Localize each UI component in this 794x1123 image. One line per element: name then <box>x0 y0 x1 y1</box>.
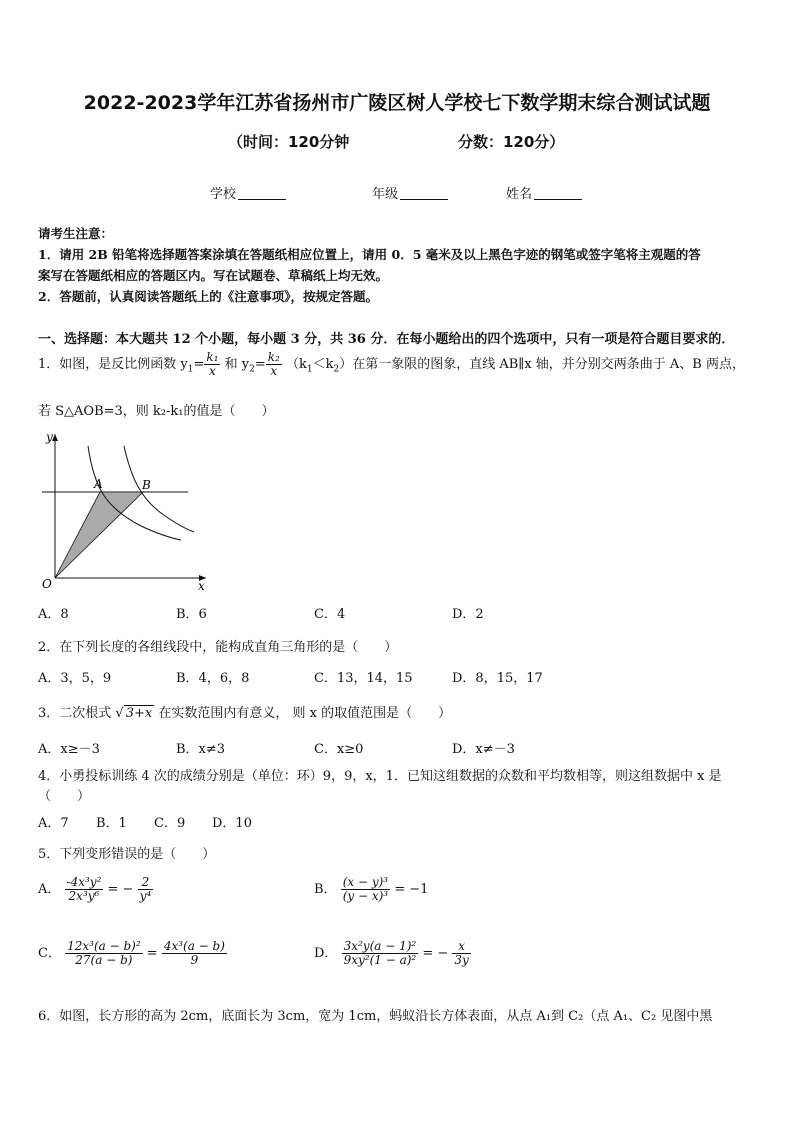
q1-frac-k1 <box>204 351 220 378</box>
q5-d-num2: x <box>452 940 470 954</box>
name-field <box>506 183 582 202</box>
q5-c-frac1 <box>65 940 143 967</box>
q5-d-den2: 3y <box>454 953 469 968</box>
q5-b-num1: (x − y)³ <box>342 875 389 889</box>
page-title: 2022-2023学年江苏省扬州市广陵区树人学校七下数学期末综合测试试题 <box>83 92 711 114</box>
question-2-stem: 2．在下列长度的各组线段中，能构成直角三角形的是（ ） <box>38 640 398 655</box>
q3-option-c[interactable]: C．x≥0 <box>314 742 364 757</box>
q5-a-num1: -4x³y² <box>66 875 102 889</box>
q1-frac-k2-num: k₂ <box>267 349 280 364</box>
grade-label: 年级 <box>372 187 399 202</box>
q5-d-num1: 3x²y(a − 1)² <box>343 939 417 953</box>
q5-b-label: B． <box>314 882 337 898</box>
fig-label-b: B <box>142 478 151 492</box>
question-4-line1: 4．小勇投标训练 4 次的成绩分别是（单位：环）9，9，x，1．已知这组数据的众数和平均数相等，则这组数据中 x 是 <box>38 769 722 784</box>
grade-blank[interactable] <box>400 199 448 200</box>
q1-option-d[interactable]: D．2 <box>452 607 484 622</box>
q5-c-num1: 12x³(a − b)² <box>67 939 141 953</box>
q1-option-b[interactable]: B．6 <box>176 607 207 622</box>
section-heading: 一、选择题：本大题共 12 个小题，每小题 3 分，共 36 分．在每小题给出的四个选项中，只有一项是符合题目要求的． <box>38 332 735 347</box>
school-label: 学校 <box>210 187 237 202</box>
q5-option-a[interactable] <box>38 876 153 903</box>
q3-radicand: 3+x <box>125 706 153 721</box>
q4-option-b[interactable]: B．1 <box>96 816 127 831</box>
exam-time: （时间：120分钟 <box>228 133 350 151</box>
q1-frac-k1-num: k₁ <box>206 349 219 364</box>
q2-option-b[interactable]: B．4，6，8 <box>176 671 250 686</box>
q1-text-6: ）在第一象限的图象，直线 AB∥x 轴，并分别交两条曲于 A、B 两点， <box>339 357 745 372</box>
q1-text-1: 1．如图，是反比例函数 y <box>38 357 188 372</box>
triangle-aob <box>55 492 143 578</box>
q5-a-label: A． <box>38 882 61 898</box>
name-blank[interactable] <box>534 199 582 200</box>
fig-label-y: y <box>46 430 53 444</box>
sqrt-sign: √ <box>115 706 124 721</box>
q3-option-b[interactable]: B．x≠3 <box>176 742 226 757</box>
q5-a-eq: = − <box>107 882 134 898</box>
q1-text-4: （k <box>285 357 307 372</box>
q5-c-label: C． <box>38 946 61 962</box>
q1-option-a[interactable]: A．8 <box>38 607 69 622</box>
q3-option-a[interactable]: A．x≥－3 <box>38 742 100 757</box>
q2-option-c[interactable]: C．13，14，15 <box>314 671 413 686</box>
q1-option-c[interactable]: C．4 <box>314 607 346 622</box>
q5-a-frac2 <box>138 876 154 903</box>
q5-b-frac1 <box>341 876 390 903</box>
q4-option-c[interactable]: C．9 <box>154 816 186 831</box>
school-blank[interactable] <box>238 199 286 200</box>
curve-y2 <box>124 446 194 532</box>
fig-label-a: A <box>94 477 103 491</box>
q1-text-2: = <box>193 357 205 372</box>
q1-text-3: 和 y <box>224 357 250 372</box>
exam-score: 分数：120分） <box>458 133 565 151</box>
notice-item-1b: 案写在答题纸相应的答题区内。写在试题卷、草稿纸上均无效。 <box>38 268 389 283</box>
q3-option-d[interactable]: D．x≠－3 <box>452 742 515 757</box>
question-3-stem <box>38 702 451 721</box>
school-field <box>210 183 286 202</box>
q5-b-eq: = −1 <box>394 882 429 898</box>
question-5-stem: 5．下列变形错误的是（ ） <box>38 847 216 862</box>
q5-option-d[interactable] <box>314 940 471 967</box>
q3-text-2: 在实数范围内有意义， 则 x 的取值范围是（ ） <box>158 706 452 721</box>
q4-option-a[interactable]: A．7 <box>38 816 69 831</box>
q5-b-den1: (y − x)³ <box>342 889 389 904</box>
q2-option-a[interactable]: A．3，5，9 <box>38 671 112 686</box>
question-6-line1: 6．如图，长方形的高为 2cm，底面长为 3cm，宽为 1cm，蚂蚁沿长方体表面，从点 A₁到 C₂（点 A₁、C₂ 见图中黑 <box>38 1009 713 1024</box>
q5-c-num2: 4x³(a − b) <box>163 939 225 953</box>
notice-item-1a: 1．请用 2B 铅笔将选择题答案涂填在答题纸相应位置上，请用 0．5 毫米及以上黑色字迹的钢笔或签字笔将主观题的答 <box>38 247 701 262</box>
q5-c-frac2 <box>162 940 227 967</box>
fig-label-o: O <box>42 577 52 591</box>
q1-frac-k2 <box>266 351 282 378</box>
q5-a-den2: y⁴ <box>139 889 152 904</box>
q5-option-b[interactable] <box>314 876 428 903</box>
q5-a-num2: 2 <box>138 876 154 890</box>
y-axis-arrow <box>52 434 58 441</box>
q5-d-den1: 9xy²(1 − a)² <box>343 953 417 968</box>
grade-field <box>372 183 448 202</box>
q1-frac-k2-den: x <box>270 364 278 378</box>
q5-c-den2: 9 <box>190 953 199 968</box>
q1-text-5: ＜k <box>312 357 334 372</box>
q3-text-1: 3．二次根式 <box>38 706 112 721</box>
q4-option-d[interactable]: D．10 <box>212 816 252 831</box>
q5-d-frac1 <box>342 940 419 967</box>
q1-figure <box>36 428 212 592</box>
notice-heading: 请考生注意： <box>38 226 114 241</box>
q5-option-c[interactable] <box>38 940 227 967</box>
notice-item-2: 2．答题前，认真阅读答题纸上的《注意事项》，按规定答题。 <box>38 289 378 304</box>
q5-d-frac2 <box>452 940 470 967</box>
question-4-line2: （ ） <box>38 789 91 804</box>
q5-c-den1: 27(a − b) <box>75 953 133 968</box>
q5-c-eq: = <box>146 946 158 962</box>
question-1-line1: 1．如图，是反比例函数 $y_1=$ $\frac{\text{k₁}}{x}$ 和 $y_2=$ $\frac{\text{k₂}}{x}$ $(k_1<k_2)$在第一象限的图象，直线 AB∥x 轴，并分别交两条曲于 A、B 两点， <box>38 349 745 378</box>
q1-frac-k1-den: x <box>209 364 216 378</box>
q5-a-den1: 2x³y⁶ <box>68 889 100 904</box>
name-label: 姓名 <box>506 187 533 202</box>
question-1-line2: 若 S△AOB=3，则 k₂-k₁的值是（ ） <box>38 404 275 419</box>
q2-option-d[interactable]: D．8，15，17 <box>452 671 543 686</box>
fig-label-x: x <box>198 579 205 592</box>
q5-d-label: D． <box>314 946 338 962</box>
q5-d-eq: = − <box>422 946 449 962</box>
q5-a-frac1 <box>65 876 104 903</box>
